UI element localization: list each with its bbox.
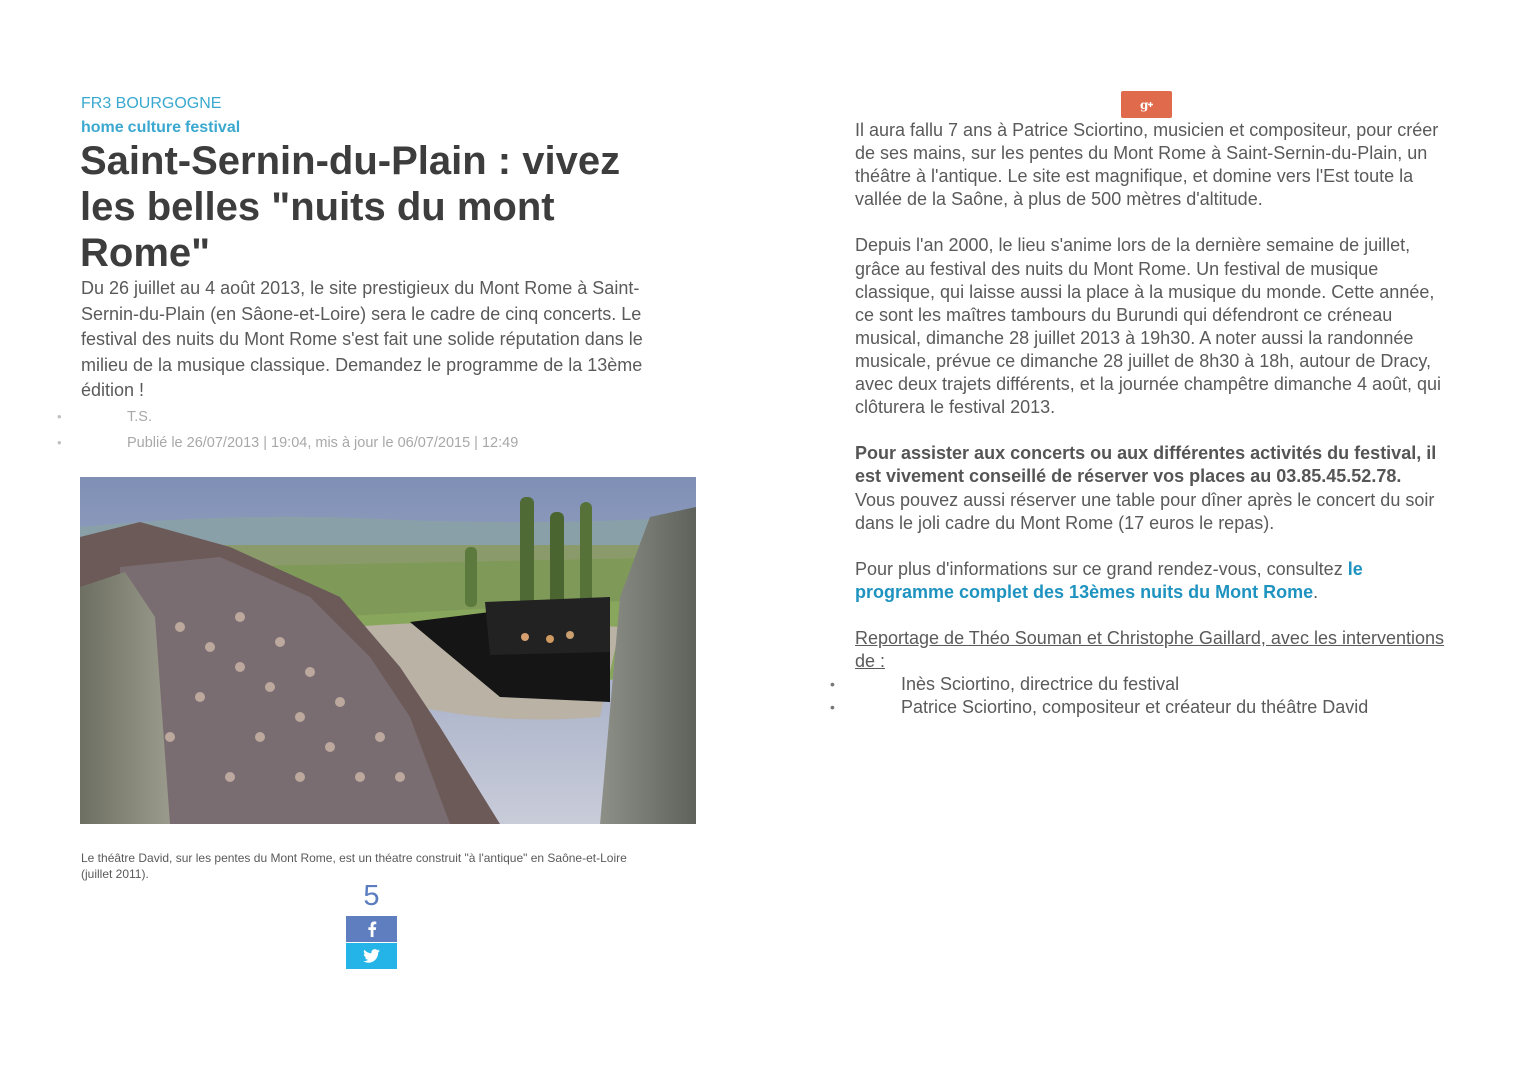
facebook-share-button[interactable] (346, 916, 397, 942)
programme-link[interactable]: le programme complet des 13èmes nuits du Mont Rome (855, 558, 1363, 602)
more-info-text: Pour plus d'informations sur ce grand rendez-vous, consultez (855, 558, 1348, 579)
body-paragraph-4 (855, 558, 1445, 604)
breadcrumb-festival[interactable]: festival (185, 119, 241, 136)
theatre-photo-illustration (80, 477, 696, 824)
photo-caption: Le théâtre David, sur les pentes du Mont Rome, est un théatre construit "à l'antique" en Saône-et-Loire (juillet 2011). (81, 851, 627, 881)
article-body (855, 119, 1445, 719)
body-paragraph-2: Depuis l'an 2000, le lieu s'anime lors de la dernière semaine de juillet, grâce au festival des nuits du Mont Rome. Un festival de musique classique, qui laisse aussi la place à la musique du monde. Cette année, ce sont les maîtres tambours du Burundi qui défendront ce créneau musical, dimanche 28 juillet 2013 à 19h30. A noter aussi la randonnée musicale, prévue ce dimanche 28 juillet de 8h30 à 18h, autour de Dracy, avec deux trajets différents, et la journée champêtre dimanche 4 août, qui clôturera le festival 2013. (855, 235, 1442, 418)
dinner-info: Vous pouvez aussi réserver une table pour dîner après le concert du soir dans le joli cadre du Mont Rome (17 euros le repas). (855, 489, 1435, 533)
interview-item: • Inès Sciortino, directrice du festival (855, 673, 1445, 696)
twitter-share-button[interactable] (346, 943, 397, 969)
source-label: FR3 BOURGOGNE (81, 95, 222, 112)
google-plus-icon (1139, 98, 1155, 112)
breadcrumb (81, 119, 244, 137)
more-info-end: . (1313, 581, 1319, 602)
article-meta (81, 406, 681, 458)
share-count: 5 (363, 880, 380, 912)
breadcrumb-home[interactable]: home (81, 119, 124, 136)
svg-text:g: g (1139, 97, 1148, 112)
article-published-date: • Publié le 26/07/2013 | 19:04, mis à jour le 06/07/2015 | 12:49 (81, 432, 681, 458)
body-paragraph-3 (855, 442, 1445, 534)
article-photo (80, 477, 696, 824)
report-credits: Reportage de Théo Souman et Christophe Gaillard, avec les interventions de : (855, 628, 1445, 672)
reservation-info: Pour assister aux concerts ou aux différentes activités du festival, il est vivement conseillé de réserver vos places au 03.85.45.52.78. (855, 443, 1437, 487)
body-paragraph-1: Il aura fallu 7 ans à Patrice Sciortino, musicien et compositeur, pour créer de ses mains, sur les pentes du Mont Rome à Saint-Sernin-du-Plain, un théâtre à l'antique. Le site est magnifique, et domine vers l'Est toute la vallée de la Saône, à plus de 500 mètres d'altitude. (855, 120, 1439, 210)
article-title: Saint-Sernin-du-Plain : vivez les belles "nuits du mont Rome" (80, 139, 621, 275)
interviews-list (855, 673, 1445, 719)
google-plus-share-button[interactable] (1121, 91, 1172, 118)
facebook-icon (367, 921, 377, 937)
article-author: • T.S. (81, 406, 681, 432)
breadcrumb-culture[interactable]: culture (127, 119, 182, 136)
interview-item: • Patrice Sciortino, compositeur et créateur du théâtre David (855, 696, 1445, 719)
twitter-icon (363, 949, 380, 963)
article-lead: Du 26 juillet au 4 août 2013, le site prestigieux du Mont Rome à Saint-Sernin-du-Plain (en Sâone-et-Loire) sera le cadre de cinq concerts. Le festival des nuits du Mont Rome s'est fait une solide réputation dans le milieu de la musique classique. Demandez le programme de la 13ème édition ! (81, 278, 643, 401)
